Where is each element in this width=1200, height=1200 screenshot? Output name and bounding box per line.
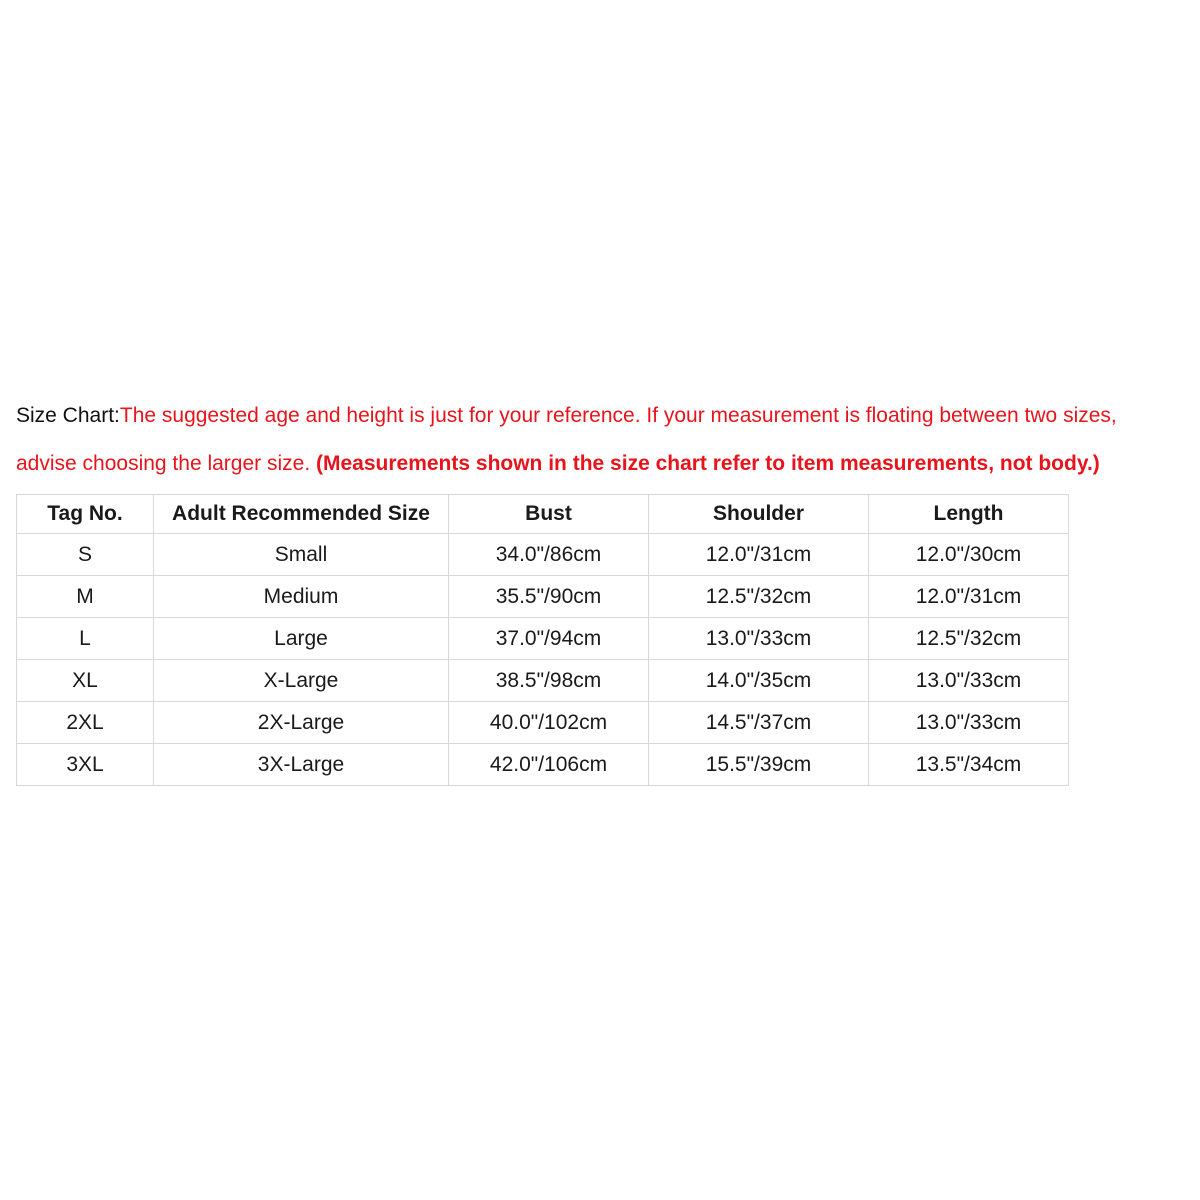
header-tag-no: Tag No. bbox=[17, 495, 154, 534]
cell-length: 12.0"/30cm bbox=[869, 534, 1069, 576]
cell-tag: XL bbox=[17, 660, 154, 702]
size-chart-table bbox=[16, 494, 1069, 786]
cell-bust: 37.0"/94cm bbox=[449, 618, 649, 660]
cell-length: 13.0"/33cm bbox=[869, 660, 1069, 702]
cell-shoulder: 12.0"/31cm bbox=[649, 534, 869, 576]
intro-line-1 bbox=[16, 392, 1196, 440]
larger-size-advice: advise choosing the larger size. bbox=[16, 452, 316, 475]
cell-size: X-Large bbox=[154, 660, 449, 702]
cell-bust: 38.5"/98cm bbox=[449, 660, 649, 702]
cell-size: Small bbox=[154, 534, 449, 576]
cell-shoulder: 12.5"/32cm bbox=[649, 576, 869, 618]
header-recommended-size: Adult Recommended Size bbox=[154, 495, 449, 534]
size-chart-label: Size Chart: bbox=[16, 404, 120, 427]
table-row bbox=[17, 576, 1069, 618]
cell-shoulder: 13.0"/33cm bbox=[649, 618, 869, 660]
size-chart-intro bbox=[16, 392, 1196, 488]
header-length: Length bbox=[869, 495, 1069, 534]
cell-tag: L bbox=[17, 618, 154, 660]
cell-size: Medium bbox=[154, 576, 449, 618]
cell-shoulder: 15.5"/39cm bbox=[649, 744, 869, 786]
cell-tag: 2XL bbox=[17, 702, 154, 744]
cell-tag: S bbox=[17, 534, 154, 576]
cell-bust: 42.0"/106cm bbox=[449, 744, 649, 786]
cell-shoulder: 14.5"/37cm bbox=[649, 702, 869, 744]
intro-line-2 bbox=[16, 440, 1196, 488]
cell-length: 13.0"/33cm bbox=[869, 702, 1069, 744]
cell-length: 13.5"/34cm bbox=[869, 744, 1069, 786]
cell-tag: M bbox=[17, 576, 154, 618]
table-row bbox=[17, 534, 1069, 576]
cell-bust: 40.0"/102cm bbox=[449, 702, 649, 744]
cell-size: 2X-Large bbox=[154, 702, 449, 744]
table-row bbox=[17, 702, 1069, 744]
table-header-row bbox=[17, 495, 1069, 534]
cell-bust: 34.0"/86cm bbox=[449, 534, 649, 576]
table-row bbox=[17, 618, 1069, 660]
table-row bbox=[17, 660, 1069, 702]
measurement-note: (Measurements shown in the size chart refer to item measurements, not body.) bbox=[316, 452, 1100, 475]
table-row bbox=[17, 744, 1069, 786]
cell-length: 12.0"/31cm bbox=[869, 576, 1069, 618]
size-advice-text: The suggested age and height is just for your reference. If your measurement is floating between two sizes, bbox=[119, 404, 1117, 427]
header-bust: Bust bbox=[449, 495, 649, 534]
cell-size: 3X-Large bbox=[154, 744, 449, 786]
cell-tag: 3XL bbox=[17, 744, 154, 786]
cell-size: Large bbox=[154, 618, 449, 660]
cell-shoulder: 14.0"/35cm bbox=[649, 660, 869, 702]
cell-length: 12.5"/32cm bbox=[869, 618, 1069, 660]
header-shoulder: Shoulder bbox=[649, 495, 869, 534]
cell-bust: 35.5"/90cm bbox=[449, 576, 649, 618]
